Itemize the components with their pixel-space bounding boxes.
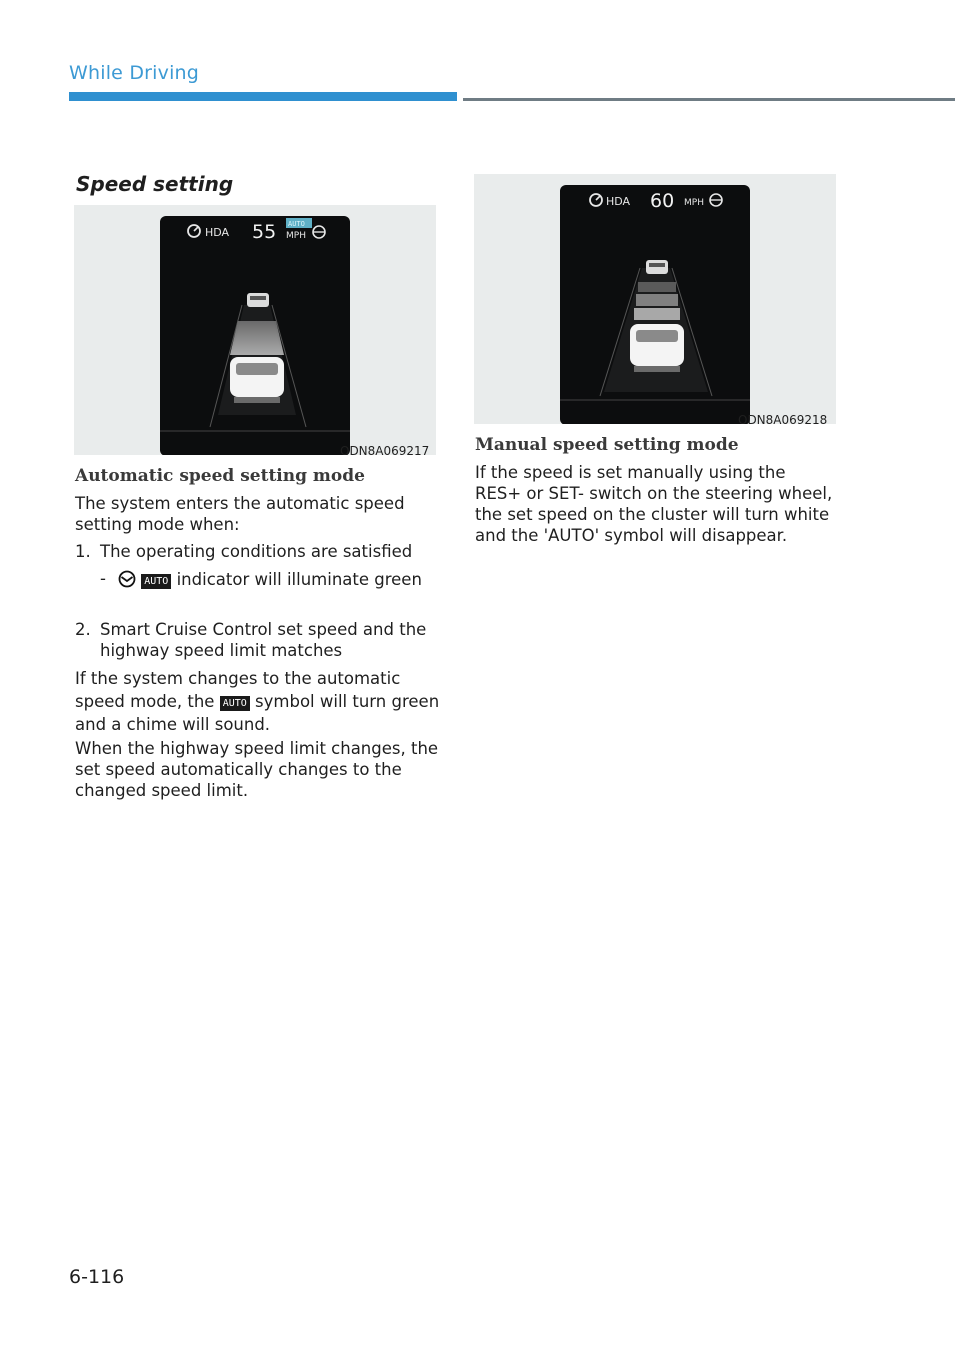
figure-code: ODN8A069217 — [340, 444, 430, 458]
sub-heading-auto: Automatic speed setting mode — [75, 466, 365, 486]
cluster-display-manual — [474, 174, 836, 424]
figure-code: ODN8A069218 — [738, 413, 828, 427]
cluster-figure-manual — [474, 174, 836, 424]
header-title: While Driving — [69, 62, 200, 84]
auto-mode-paragraph — [75, 667, 445, 736]
para-text: If the system changes to the automatic speed mode, the — [75, 669, 401, 711]
set-speed: 60 — [650, 190, 675, 212]
lead-vehicle-icon — [646, 260, 668, 274]
intro-paragraph: The system enters the automatic speed setting mode when: — [75, 494, 405, 534]
hda-icon — [118, 570, 136, 593]
sub-list-dash: - — [100, 569, 106, 588]
section-title: Speed setting — [76, 172, 234, 196]
cluster-figure-auto — [74, 205, 436, 455]
para-text: symbol will turn green and a chime will sound. — [75, 692, 440, 734]
sub-heading-manual: Manual speed setting mode — [475, 435, 739, 455]
auto-badge: AUTO — [220, 696, 250, 711]
distance-bar-2 — [636, 294, 678, 306]
header-rule-blue — [69, 92, 457, 101]
distance-bar-1 — [638, 282, 676, 292]
speed-limit-paragraph: When the highway speed limit changes, the set speed automatically changes to the changed speed limit. — [75, 739, 439, 800]
sub-list-item — [118, 569, 438, 593]
lead-vehicle-icon — [247, 293, 269, 307]
list-item-text: Smart Cruise Control set speed and the highway speed limit matches — [100, 620, 427, 660]
sub-list-text: indicator will illuminate green — [176, 570, 422, 589]
auto-badge: AUTO — [141, 574, 171, 589]
set-speed: 55 — [252, 221, 277, 243]
hda-label: HDA — [205, 226, 230, 239]
speed-unit: MPH — [286, 231, 306, 241]
list-number: 1. — [75, 542, 91, 561]
list-number: 2. — [75, 620, 91, 639]
cluster-display-auto — [74, 205, 436, 455]
manual-mode-paragraph: If the speed is set manually using the RES+ or SET- switch on the steering wheel, the set speed on the cluster will turn white and the 'AUTO' symbol will disappear. — [475, 463, 833, 545]
distance-bar-3 — [634, 308, 680, 320]
distance-bar — [230, 321, 284, 355]
own-vehicle-icon — [630, 324, 684, 372]
hda-label: HDA — [606, 195, 631, 208]
own-vehicle-icon — [230, 357, 284, 403]
page-number: 6-116 — [69, 1266, 125, 1288]
header-rule-gray — [463, 98, 955, 101]
auto-indicator-label: AUTO — [288, 220, 305, 228]
list-item-text: The operating conditions are satisfied — [100, 542, 413, 561]
speed-unit: MPH — [684, 198, 704, 208]
